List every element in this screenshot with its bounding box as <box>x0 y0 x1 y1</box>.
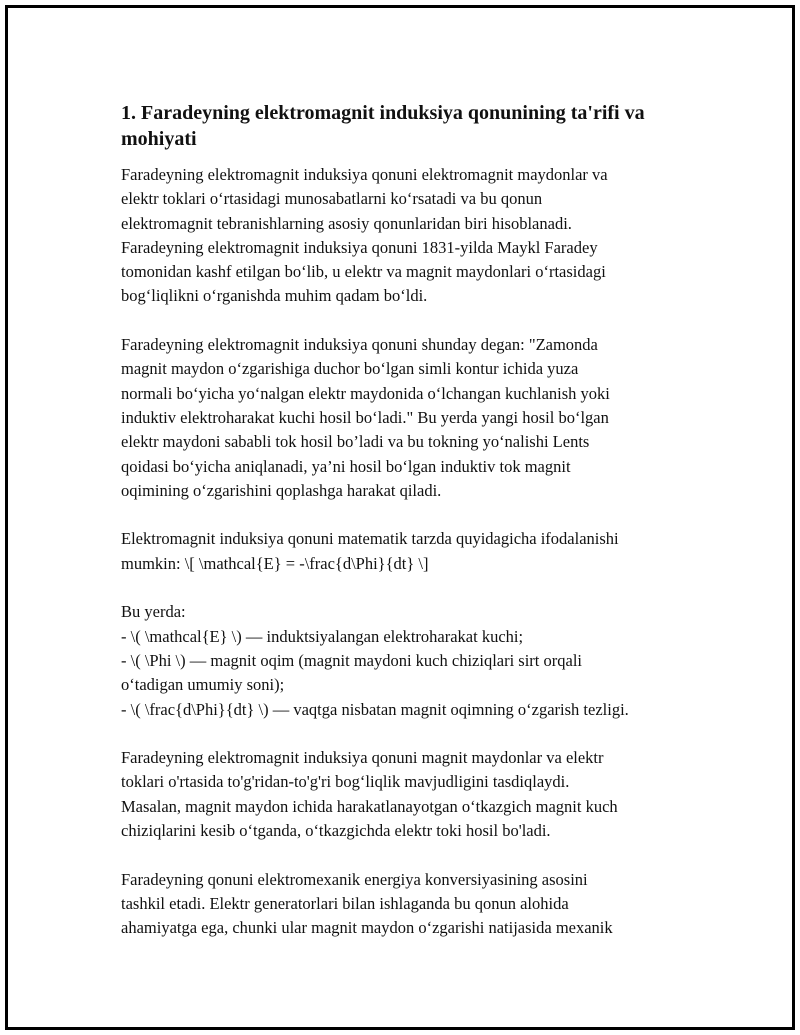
document-body <box>121 100 701 965</box>
page-frame <box>5 5 795 1030</box>
text-line: qoidasi bo‘yicha aniqlanadi, ya’ni hosil bo‘lgan induktiv tok magnit <box>121 456 571 476</box>
heading-line: 1. Faradeyning elektromagnit induksiya qonunining ta'rifi va <box>121 102 645 124</box>
paragraph-formula <box>121 527 701 576</box>
text-line: elektromagnit tebranishlarning asosiy qonunlaridan biri hisoblanadi. <box>121 213 572 233</box>
text-line: ahamiyatga ega, chunki ular magnit maydon o‘zgarishi natijasida mexanik <box>121 918 613 938</box>
text-line: tashkil etadi. Elektr generatorlari bilan ishlaganda bu qonun alohida <box>121 893 569 913</box>
text-line: Elektromagnit induksiya qonuni matematik tarzda quyidagicha ifodalanishi <box>121 529 619 549</box>
paragraph-law-statement <box>121 333 701 503</box>
text-line: normali bo‘yicha yo‘nalgan elektr maydonida o‘lchangan kuchlanish yoki <box>121 383 610 403</box>
text-line: Faradeyning elektromagnit induksiya qonuni 1831-yilda Maykl Faradey <box>121 237 598 257</box>
text-line: elektr maydoni sababli tok hosil bo’ladi va bu tokning yo‘nalishi Lents <box>121 432 590 452</box>
paragraph-definitions <box>121 600 701 721</box>
text-line: Faradeyning elektromagnit induksiya qonuni magnit maydonlar va elektr <box>121 748 604 768</box>
text-line: Faradeyning elektromagnit induksiya qonuni shunday degan: "Zamonda <box>121 335 598 355</box>
paragraph-energy <box>121 868 701 941</box>
text-line: oqimining o‘zgarishini qoplashga harakat qiladi. <box>121 480 442 500</box>
text-line: magnit maydon o‘zgarishiga duchor bo‘lgan simli kontur ichida yuza <box>121 359 579 379</box>
text-line: - \( \mathcal{E} \) — induktsiyalangan elektroharakat kuchi; <box>121 626 524 646</box>
section-heading <box>121 100 701 152</box>
text-line: elektr toklari o‘rtasidagi munosabatlarni ko‘rsatadi va bu qonun <box>121 189 543 209</box>
text-line: mumkin: \[ \mathcal{E} = -\frac{d\Phi}{dt} \] <box>121 553 429 573</box>
text-line: Faradeyning qonuni elektromexanik energiya konversiyasining asosini <box>121 869 588 889</box>
text-line: chiziqlarini kesib o‘tganda, o‘tkazgichda elektr toki hosil bo'ladi. <box>121 821 551 841</box>
text-line: Masalan, magnit maydon ichida harakatlanayotgan o‘tkazgich magnit kuch <box>121 796 618 816</box>
text-line: o‘tadigan umumiy soni); <box>121 675 285 695</box>
text-line: Bu yerda: <box>121 602 186 622</box>
heading-line: mohiyati <box>121 128 197 150</box>
text-line: bog‘liqlikni o‘rganishda muhim qadam bo‘ldi. <box>121 286 428 306</box>
text-line: tomonidan kashf etilgan bo‘lib, u elektr va magnit maydonlari o‘rtasidagi <box>121 262 606 282</box>
text-line: toklari o'rtasida to'g'ridan-to'g'ri bog‘liqlik mavjudligini tasdiqlaydi. <box>121 772 570 792</box>
text-line: Faradeyning elektromagnit induksiya qonuni elektromagnit maydonlar va <box>121 165 608 184</box>
paragraph-intro <box>121 163 701 309</box>
text-line: induktiv elektroharakat kuchi hosil bo‘ladi." Bu yerda yangi hosil bo‘lgan <box>121 407 609 427</box>
text-line: - \( \frac{d\Phi}{dt} \) — vaqtga nisbatan magnit oqimning o‘zgarish tezligi. <box>121 699 629 719</box>
text-line: - \( \Phi \) — magnit oqim (magnit maydoni kuch chiziqlari sirt orqali <box>121 650 583 670</box>
paragraph-relation <box>121 746 701 843</box>
